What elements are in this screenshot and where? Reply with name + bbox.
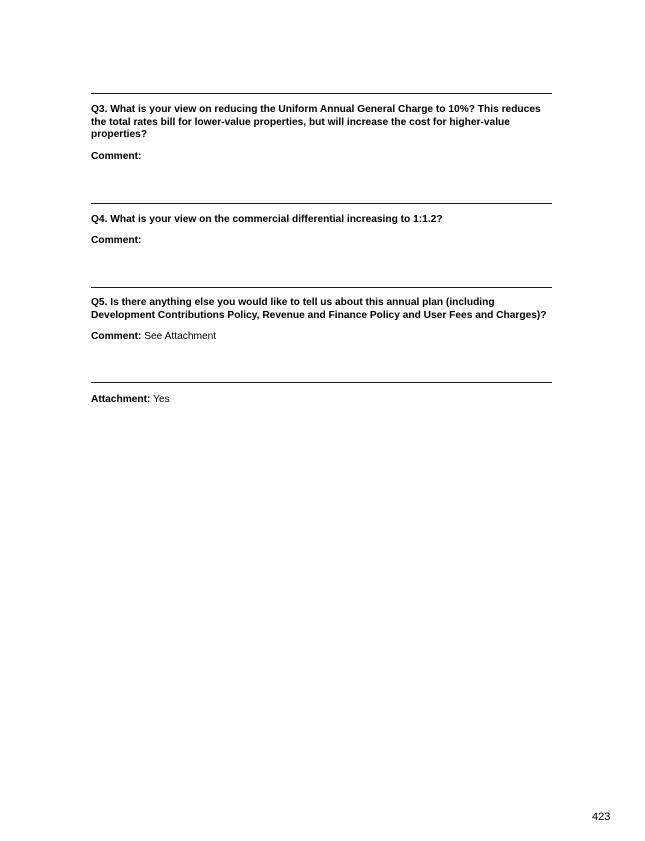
q5-comment-value: See Attachment xyxy=(144,331,217,342)
divider xyxy=(91,287,552,288)
q5-comment xyxy=(91,331,556,344)
divider xyxy=(91,93,552,94)
divider xyxy=(91,203,552,204)
q5-question: Q5. Is there anything else you would like to tell us about this annual plan (including Development Contributions Policy, Revenue and Finance Policy and User Fees and Charges)? xyxy=(91,297,547,321)
attachment-label: Attachment: xyxy=(91,394,151,405)
attachment-value: Yes xyxy=(153,394,170,405)
page-number: 423 xyxy=(592,811,611,823)
q3-comment xyxy=(91,151,556,164)
divider xyxy=(91,382,552,383)
q3-question: Q3. What is your view on reducing the Uniform Annual General Charge to 10%? This reduces the total rates bill for lower-value properties, but will increase the cost for higher-value properties? xyxy=(91,104,541,140)
q4-comment xyxy=(91,235,556,248)
q5-comment-label: Comment: xyxy=(91,331,142,342)
q3-comment-label: Comment: xyxy=(91,151,142,162)
q4-comment-label: Comment: xyxy=(91,235,142,246)
attachment-line xyxy=(91,394,556,407)
q4-question: Q4. What is your view on the commercial differential increasing to 1:1.2? xyxy=(91,214,443,225)
